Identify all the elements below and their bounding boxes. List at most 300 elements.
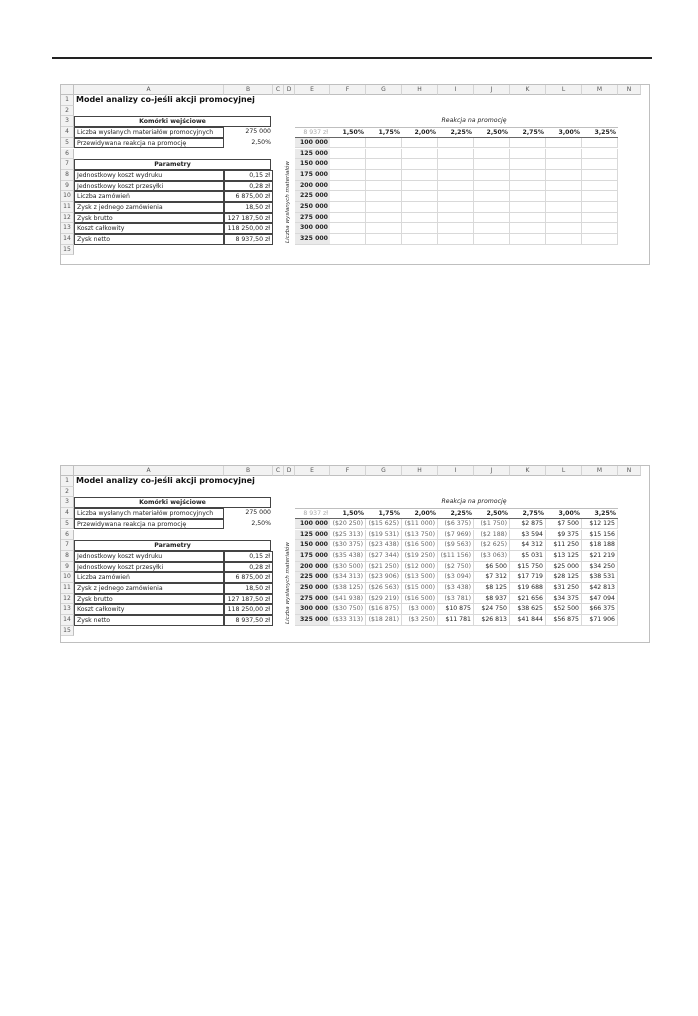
param-label: Koszt całkowity	[74, 604, 224, 615]
column-header-d[interactable]: D	[284, 85, 295, 95]
result-cell[interactable]	[330, 170, 366, 181]
mailing-count-label: 325 000	[295, 234, 330, 245]
result-cell[interactable]: ($38 125)	[330, 583, 366, 594]
result-cell[interactable]: $41 844	[510, 615, 546, 626]
result-cell[interactable]: $3 594	[510, 530, 546, 541]
column-header-b[interactable]: B	[224, 85, 273, 95]
result-cell[interactable]: ($30 375)	[330, 540, 366, 551]
result-cell[interactable]: ($9 563)	[438, 540, 474, 551]
result-cell[interactable]	[366, 234, 402, 245]
row-header-13[interactable]: 13	[61, 223, 74, 234]
mailing-axis-label: Liczba wysłanych materiałów	[285, 160, 291, 243]
result-cell[interactable]	[366, 191, 402, 202]
column-header-c[interactable]: C	[273, 85, 284, 95]
result-cell[interactable]	[510, 223, 546, 234]
result-cell[interactable]: ($1 750)	[474, 519, 510, 530]
sheet-title: Model analizy co-jeśli akcji promocyjnej	[76, 476, 255, 485]
response-rate-header: 2,00%	[402, 508, 438, 519]
result-cell[interactable]: $21 656	[510, 594, 546, 605]
result-cell[interactable]: ($34 313)	[330, 572, 366, 583]
result-cell[interactable]: $21 219	[582, 551, 618, 562]
result-cell[interactable]	[582, 223, 618, 234]
result-cell[interactable]: $34 250	[582, 562, 618, 573]
result-cell[interactable]: ($7 969)	[438, 530, 474, 541]
response-rate-header: 2,25%	[438, 127, 474, 138]
result-cell[interactable]	[474, 181, 510, 192]
row-header-13[interactable]: 13	[61, 604, 74, 615]
spreadsheet-filled-table	[60, 465, 650, 643]
result-cell[interactable]: ($2 625)	[474, 540, 510, 551]
result-cell[interactable]: ($16 875)	[366, 604, 402, 615]
result-cell[interactable]	[438, 159, 474, 170]
result-cell[interactable]: ($19 250)	[402, 551, 438, 562]
result-cell[interactable]: $66 375	[582, 604, 618, 615]
result-cell[interactable]	[582, 234, 618, 245]
result-cell[interactable]	[330, 234, 366, 245]
response-rate-header: 1,50%	[330, 127, 366, 138]
result-cell[interactable]	[366, 170, 402, 181]
result-cell[interactable]: ($21 250)	[366, 562, 402, 573]
input-label: Przewidywana reakcja na promocję	[74, 519, 224, 530]
param-label: Jednostkowy koszt wydruku	[74, 170, 224, 181]
result-cell[interactable]: ($26 563)	[366, 583, 402, 594]
column-header-k[interactable]: K	[510, 85, 546, 95]
response-rate-header: 2,50%	[474, 127, 510, 138]
result-cell[interactable]: $4 312	[510, 540, 546, 551]
result-cell[interactable]	[366, 149, 402, 160]
param-label: Zysk brutto	[74, 594, 224, 605]
result-cell[interactable]	[546, 159, 582, 170]
result-cell[interactable]: ($35 438)	[330, 551, 366, 562]
result-cell[interactable]: $7 312	[474, 572, 510, 583]
result-cell[interactable]: $8 125	[474, 583, 510, 594]
row-header-7[interactable]: 7	[61, 159, 74, 170]
result-cell[interactable]: ($16 500)	[402, 540, 438, 551]
row-header-8[interactable]: 8	[61, 170, 74, 181]
row-header-14[interactable]: 14	[61, 615, 74, 626]
result-cell[interactable]: ($41 938)	[330, 594, 366, 605]
result-cell[interactable]	[474, 202, 510, 213]
mailing-count-label: 225 000	[295, 191, 330, 202]
result-cell[interactable]: ($3 063)	[474, 551, 510, 562]
response-rate-header: 1,50%	[330, 508, 366, 519]
result-cell[interactable]: $38 531	[582, 572, 618, 583]
result-cell[interactable]: $7 500	[546, 519, 582, 530]
result-cell[interactable]: ($23 906)	[366, 572, 402, 583]
response-axis-label: Reakcja na promocję	[441, 498, 507, 506]
result-cell[interactable]: $56 875	[546, 615, 582, 626]
result-cell[interactable]	[330, 181, 366, 192]
response-rate-header: 2,25%	[438, 508, 474, 519]
param-value: 18,50 zł	[224, 583, 273, 594]
result-cell[interactable]: $34 375	[546, 594, 582, 605]
column-header-l[interactable]: L	[546, 466, 582, 476]
result-cell[interactable]	[546, 181, 582, 192]
result-cell[interactable]: ($29 219)	[366, 594, 402, 605]
result-cell[interactable]: $13 125	[546, 551, 582, 562]
input-label: Liczba wysłanych materiałów promocyjnych	[74, 508, 224, 519]
param-value: 0,28 zł	[224, 181, 273, 192]
response-rate-header: 3,00%	[546, 127, 582, 138]
result-cell[interactable]	[582, 170, 618, 181]
param-value: 0,15 zł	[224, 170, 273, 181]
result-cell[interactable]	[546, 234, 582, 245]
result-cell[interactable]	[330, 213, 366, 224]
column-header-i[interactable]: I	[438, 466, 474, 476]
result-cell[interactable]	[474, 191, 510, 202]
result-cell[interactable]: $17 719	[510, 572, 546, 583]
result-cell[interactable]: $38 625	[510, 604, 546, 615]
response-rate-header: 2,75%	[510, 127, 546, 138]
result-cell[interactable]: ($30 500)	[330, 562, 366, 573]
mailing-count-label: 325 000	[295, 615, 330, 626]
column-header-f[interactable]: F	[330, 466, 366, 476]
params-header: Parametry	[74, 159, 271, 170]
inputs-header: Komórki wejściowe	[74, 497, 271, 508]
result-cell[interactable]	[582, 213, 618, 224]
result-cell[interactable]	[546, 223, 582, 234]
param-label: Zysk z jednego zamówienia	[74, 583, 224, 594]
row-header-7[interactable]: 7	[61, 540, 74, 551]
mailing-count-label: 250 000	[295, 202, 330, 213]
result-cell[interactable]	[438, 202, 474, 213]
result-cell[interactable]	[402, 202, 438, 213]
result-cell[interactable]	[474, 159, 510, 170]
column-header-n[interactable]: N	[618, 85, 641, 95]
result-cell[interactable]	[330, 159, 366, 170]
param-label: Jednostkowy koszt przesyłki	[74, 181, 224, 192]
input-label: Przewidywana reakcja na promocję	[74, 138, 224, 149]
row-header-2[interactable]: 2	[61, 487, 74, 498]
result-cell[interactable]	[366, 202, 402, 213]
column-header-j[interactable]: J	[474, 85, 510, 95]
mailing-count-label: 275 000	[295, 213, 330, 224]
result-cell[interactable]: ($3 438)	[438, 583, 474, 594]
result-cell[interactable]: ($3 094)	[438, 572, 474, 583]
result-cell[interactable]: ($3 000)	[402, 604, 438, 615]
param-label: Jednostkowy koszt wydruku	[74, 551, 224, 562]
result-cell[interactable]: $11 781	[438, 615, 474, 626]
result-cell[interactable]: ($11 000)	[402, 519, 438, 530]
row-header-15[interactable]: 15	[61, 626, 74, 637]
result-cell[interactable]	[582, 202, 618, 213]
column-header-d[interactable]: D	[284, 466, 295, 476]
select-all-corner[interactable]	[61, 85, 74, 95]
params-header: Parametry	[74, 540, 271, 551]
column-header-k[interactable]: K	[510, 466, 546, 476]
mailing-count-label: 175 000	[295, 170, 330, 181]
input-value[interactable]: 275 000	[245, 509, 271, 517]
data-table-formula-cell: 8 937 zł	[295, 508, 330, 519]
result-cell[interactable]	[366, 138, 402, 149]
mailing-count-label: 225 000	[295, 572, 330, 583]
result-cell[interactable]: $28 125	[546, 572, 582, 583]
result-cell[interactable]	[402, 149, 438, 160]
result-cell[interactable]	[402, 234, 438, 245]
result-cell[interactable]: $31 250	[546, 583, 582, 594]
param-label: Zysk brutto	[74, 213, 224, 224]
select-all-corner[interactable]	[61, 466, 74, 476]
row-header-5[interactable]: 5	[61, 519, 74, 530]
result-cell[interactable]: $25 000	[546, 562, 582, 573]
row-header-14[interactable]: 14	[61, 234, 74, 245]
column-header-f[interactable]: F	[330, 85, 366, 95]
result-cell[interactable]	[474, 138, 510, 149]
column-header-m[interactable]: M	[582, 85, 618, 95]
result-cell[interactable]	[510, 138, 546, 149]
row-header-10[interactable]: 10	[61, 191, 74, 202]
response-rate-header: 2,50%	[474, 508, 510, 519]
result-cell[interactable]	[510, 159, 546, 170]
result-cell[interactable]: $52 500	[546, 604, 582, 615]
mailing-count-label: 300 000	[295, 223, 330, 234]
result-cell[interactable]: ($3 781)	[438, 594, 474, 605]
result-cell[interactable]	[510, 191, 546, 202]
param-value: 6 875,00 zł	[224, 572, 273, 583]
result-cell[interactable]: ($19 531)	[366, 530, 402, 541]
result-cell[interactable]: ($27 344)	[366, 551, 402, 562]
result-cell[interactable]	[402, 191, 438, 202]
spreadsheet-empty-table	[60, 84, 650, 265]
result-cell[interactable]	[438, 138, 474, 149]
result-cell[interactable]: ($13 750)	[402, 530, 438, 541]
result-cell[interactable]: ($20 250)	[330, 519, 366, 530]
result-cell[interactable]: ($16 500)	[402, 594, 438, 605]
result-cell[interactable]: ($2 750)	[438, 562, 474, 573]
response-rate-header: 1,75%	[366, 127, 402, 138]
result-cell[interactable]	[582, 149, 618, 160]
result-cell[interactable]: $12 125	[582, 519, 618, 530]
input-value[interactable]: 2,50%	[251, 519, 271, 527]
column-header-h[interactable]: H	[402, 85, 438, 95]
column-header-m[interactable]: M	[582, 466, 618, 476]
result-cell[interactable]: ($18 281)	[366, 615, 402, 626]
column-header-c[interactable]: C	[273, 466, 284, 476]
column-header-n[interactable]: N	[618, 466, 641, 476]
input-label: Liczba wysłanych materiałów promocyjnych	[74, 127, 224, 138]
row-header-11[interactable]: 11	[61, 583, 74, 594]
row-header-4[interactable]: 4	[61, 508, 74, 519]
result-cell[interactable]	[582, 159, 618, 170]
response-rate-header: 2,00%	[402, 127, 438, 138]
result-cell[interactable]	[582, 181, 618, 192]
result-cell[interactable]: $6 500	[474, 562, 510, 573]
result-cell[interactable]	[366, 223, 402, 234]
mailing-count-label: 100 000	[295, 138, 330, 149]
column-header-j[interactable]: J	[474, 466, 510, 476]
row-header-9[interactable]: 9	[61, 562, 74, 573]
result-cell[interactable]	[438, 170, 474, 181]
mailing-count-label: 100 000	[295, 519, 330, 530]
result-cell[interactable]	[474, 213, 510, 224]
param-value: 8 937,50 zł	[224, 615, 273, 626]
param-value: 0,15 zł	[224, 551, 273, 562]
row-header-9[interactable]: 9	[61, 181, 74, 192]
param-label: Zysk netto	[74, 615, 224, 626]
param-label: Koszt całkowity	[74, 223, 224, 234]
row-header-2[interactable]: 2	[61, 106, 74, 117]
column-header-e[interactable]: E	[295, 85, 330, 95]
response-rate-header: 3,25%	[582, 127, 618, 138]
param-value: 118 250,00 zł	[224, 223, 273, 234]
row-header-12[interactable]: 12	[61, 594, 74, 605]
result-cell[interactable]	[546, 213, 582, 224]
result-cell[interactable]: ($3 250)	[402, 615, 438, 626]
result-cell[interactable]	[402, 159, 438, 170]
result-cell[interactable]	[366, 159, 402, 170]
param-label: Zysk netto	[74, 234, 224, 245]
param-label: Jednostkowy koszt przesyłki	[74, 562, 224, 573]
result-cell[interactable]	[510, 149, 546, 160]
column-header-l[interactable]: L	[546, 85, 582, 95]
result-cell[interactable]	[510, 202, 546, 213]
param-label: Liczba zamówień	[74, 191, 224, 202]
result-cell[interactable]	[438, 213, 474, 224]
result-cell[interactable]: $42 813	[582, 583, 618, 594]
column-header-b[interactable]: B	[224, 466, 273, 476]
param-value: 6 875,00 zł	[224, 191, 273, 202]
result-cell[interactable]: $10 875	[438, 604, 474, 615]
result-cell[interactable]	[438, 223, 474, 234]
row-header-1[interactable]: 1	[61, 95, 74, 106]
column-header-g[interactable]: G	[366, 466, 402, 476]
result-cell[interactable]: $15 750	[510, 562, 546, 573]
row-header-8[interactable]: 8	[61, 551, 74, 562]
response-axis-label: Reakcja na promocję	[441, 117, 507, 125]
column-header-i[interactable]: I	[438, 85, 474, 95]
row-header-11[interactable]: 11	[61, 202, 74, 213]
result-cell[interactable]	[546, 138, 582, 149]
mailing-axis-label: Liczba wysłanych materiałów	[285, 541, 291, 624]
result-cell[interactable]	[510, 213, 546, 224]
result-cell[interactable]: $24 750	[474, 604, 510, 615]
inputs-header: Komórki wejściowe	[74, 116, 271, 127]
row-header-6[interactable]: 6	[61, 530, 74, 541]
row-header-12[interactable]: 12	[61, 213, 74, 224]
result-cell[interactable]	[402, 213, 438, 224]
result-cell[interactable]: $71 906	[582, 615, 618, 626]
result-cell[interactable]	[366, 213, 402, 224]
result-cell[interactable]: ($33 313)	[330, 615, 366, 626]
result-cell[interactable]	[582, 191, 618, 202]
result-cell[interactable]	[474, 170, 510, 181]
param-value: 127 187,50 zł	[224, 594, 273, 605]
result-cell[interactable]: ($15 625)	[366, 519, 402, 530]
result-cell[interactable]	[546, 149, 582, 160]
result-cell[interactable]	[510, 170, 546, 181]
result-cell[interactable]	[330, 149, 366, 160]
result-cell[interactable]	[582, 138, 618, 149]
mailing-count-label: 125 000	[295, 530, 330, 541]
result-cell[interactable]	[330, 202, 366, 213]
param-label: Liczba zamówień	[74, 572, 224, 583]
result-cell[interactable]	[546, 191, 582, 202]
result-cell[interactable]	[474, 234, 510, 245]
result-cell[interactable]: $26 813	[474, 615, 510, 626]
result-cell[interactable]	[402, 181, 438, 192]
row-header-4[interactable]: 4	[61, 127, 74, 138]
input-value[interactable]: 275 000	[245, 128, 271, 136]
row-header-15[interactable]: 15	[61, 245, 74, 256]
response-rate-header: 3,25%	[582, 508, 618, 519]
result-cell[interactable]: $19 688	[510, 583, 546, 594]
result-cell[interactable]	[330, 191, 366, 202]
result-cell[interactable]	[402, 138, 438, 149]
result-cell[interactable]: $11 250	[546, 540, 582, 551]
row-header-1[interactable]: 1	[61, 476, 74, 487]
mailing-count-label: 150 000	[295, 159, 330, 170]
mailing-count-label: 275 000	[295, 594, 330, 605]
column-header-a[interactable]: A	[74, 85, 224, 95]
result-cell[interactable]	[474, 149, 510, 160]
result-cell[interactable]: ($23 438)	[366, 540, 402, 551]
result-cell[interactable]	[366, 181, 402, 192]
result-cell[interactable]	[438, 191, 474, 202]
column-header-g[interactable]: G	[366, 85, 402, 95]
result-cell[interactable]: ($25 313)	[330, 530, 366, 541]
result-cell[interactable]: $18 188	[582, 540, 618, 551]
mailing-count-label: 200 000	[295, 562, 330, 573]
result-cell[interactable]: $9 375	[546, 530, 582, 541]
param-value: 118 250,00 zł	[224, 604, 273, 615]
result-cell[interactable]: $47 094	[582, 594, 618, 605]
param-label: Zysk z jednego zamówienia	[74, 202, 224, 213]
row-header-10[interactable]: 10	[61, 572, 74, 583]
result-cell[interactable]	[402, 223, 438, 234]
result-cell[interactable]	[438, 234, 474, 245]
mailing-count-label: 150 000	[295, 540, 330, 551]
param-value: 8 937,50 zł	[224, 234, 273, 245]
data-table-formula-cell: 8 937 zł	[295, 127, 330, 138]
result-cell[interactable]: $5 031	[510, 551, 546, 562]
result-cell[interactable]	[330, 138, 366, 149]
result-cell[interactable]	[474, 223, 510, 234]
column-header-e[interactable]: E	[295, 466, 330, 476]
result-cell[interactable]: $8 937	[474, 594, 510, 605]
result-cell[interactable]	[438, 181, 474, 192]
result-cell[interactable]	[402, 170, 438, 181]
result-cell[interactable]	[546, 170, 582, 181]
result-cell[interactable]	[330, 223, 366, 234]
result-cell[interactable]: $2 875	[510, 519, 546, 530]
result-cell[interactable]: ($12 000)	[402, 562, 438, 573]
result-cell[interactable]: ($13 500)	[402, 572, 438, 583]
column-header-a[interactable]: A	[74, 466, 224, 476]
mailing-count-label: 250 000	[295, 583, 330, 594]
param-value: 18,50 zł	[224, 202, 273, 213]
result-cell[interactable]: ($6 375)	[438, 519, 474, 530]
result-cell[interactable]	[510, 181, 546, 192]
result-cell[interactable]: ($15 000)	[402, 583, 438, 594]
row-header-3[interactable]: 3	[61, 116, 74, 127]
param-value: 0,28 zł	[224, 562, 273, 573]
input-value[interactable]: 2,50%	[251, 138, 271, 146]
result-cell[interactable]: ($30 750)	[330, 604, 366, 615]
result-cell[interactable]: $15 156	[582, 530, 618, 541]
result-cell[interactable]: ($2 188)	[474, 530, 510, 541]
row-header-3[interactable]: 3	[61, 497, 74, 508]
result-cell[interactable]	[546, 202, 582, 213]
row-header-6[interactable]: 6	[61, 149, 74, 160]
result-cell[interactable]: ($11 156)	[438, 551, 474, 562]
result-cell[interactable]	[438, 149, 474, 160]
row-header-5[interactable]: 5	[61, 138, 74, 149]
column-header-h[interactable]: H	[402, 466, 438, 476]
param-value: 127 187,50 zł	[224, 213, 273, 224]
result-cell[interactable]	[510, 234, 546, 245]
page-top-rule	[52, 57, 652, 59]
mailing-count-label: 125 000	[295, 149, 330, 160]
